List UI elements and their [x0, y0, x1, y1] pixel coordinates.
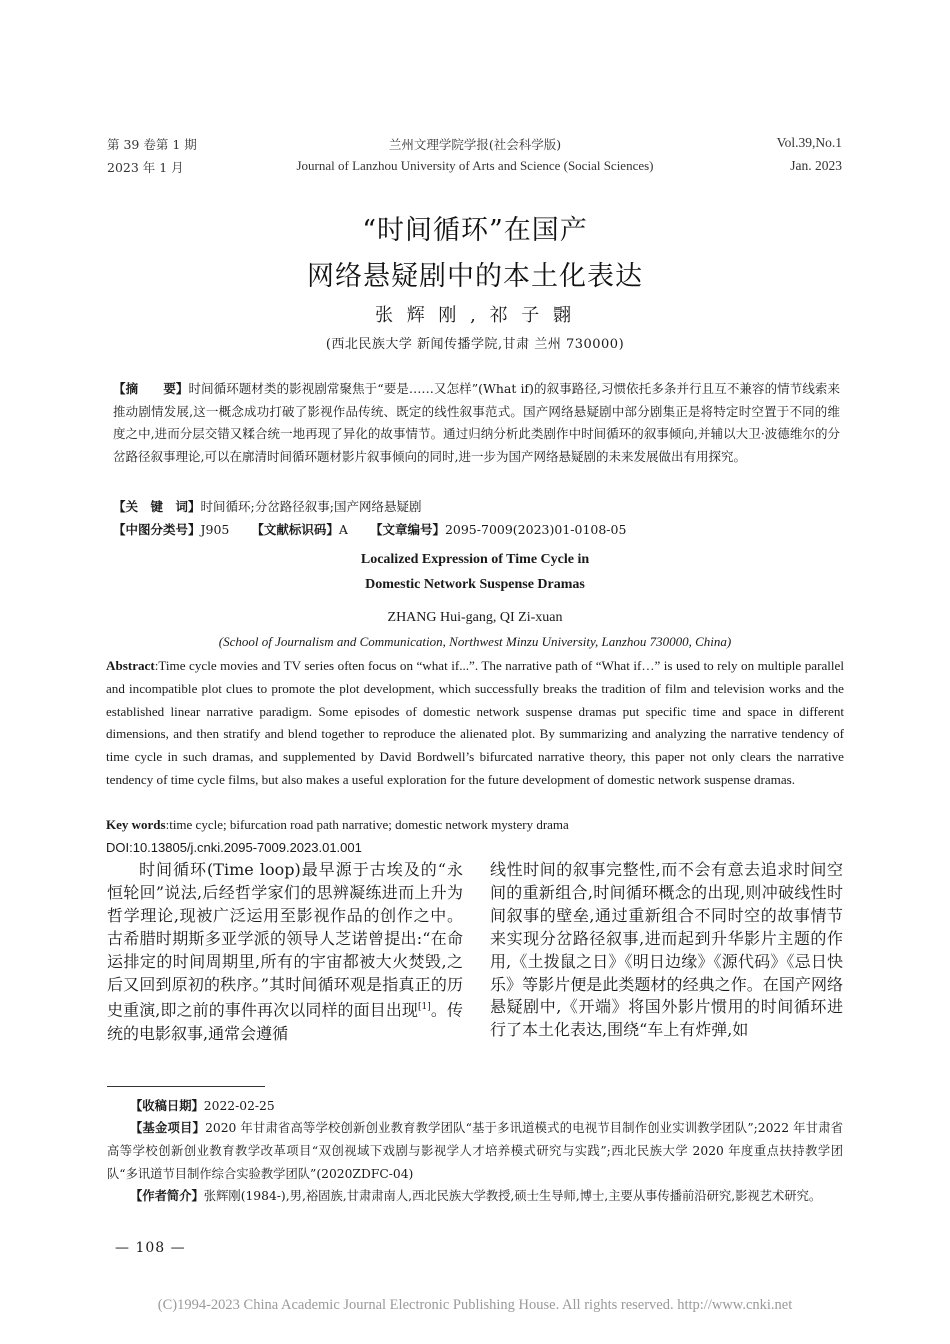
title-en-line-2: Domestic Network Suspense Dramas: [365, 577, 585, 592]
body-left-text: 时间循环(Time loop)最早源于古埃及的“永恒轮回”说法,后经哲学家们的思辨凝练进而上升为哲学理论,现被广泛运用至影视作品的创作之中。古希腊时期斯多亚学派的领导人芝诺曾提出:“在命运排定的时间周期里,所有的宇宙都被大火焚毁,之后又回到原初的秩序。”其时间循环观是指真正的历史重演,即之前的事件再次以同样的面目出现: [107, 860, 463, 1020]
page-number: — 108 —: [115, 1240, 186, 1256]
volume-en: Vol.39,No.1: [776, 135, 842, 150]
reference-marker[interactable]: [1]: [418, 1002, 431, 1013]
classification-line: [113, 520, 626, 538]
journal-name-cn: 兰州文理学院学报(社会科学版): [388, 137, 562, 152]
abstract-cn-text: 时间循环题材类的影视剧常聚焦于“要是……又怎样”(What if)的叙事路径,习惯依托多条并行且互不兼容的情节线索来推动剧情发展,这一概念成功打破了影视作品传统、既定的线性叙事范式。国产网络悬疑剧中部分剧集正是将特定时空置于不同的维度之中,进而分层交错又糅合统一地再现了异化的故事情节。通过归纳分析此类剧作中时间循环的叙事倾向,并辅以大卫·波德维尔的分岔路径叙事理论,可以在廓清时间循环题材影片叙事倾向的同时,进一步为国产网络悬疑剧的未来发展做出有用探究。: [113, 381, 840, 464]
keywords-cn-label: 【关 键 词】: [113, 499, 201, 514]
fund-text: 2020 年甘肃省高等学校创新创业教育教学团队“基于多讯道模式的电视节目制作创业实训教学团队”;2022 年甘肃省高等学校创新创业教育教学改革项目“双创视域下戏剧与影视学人才培养模式研究与实践”;西北民族大学 2020 年度重点扶持教学团队“多讯道节目制作综合实验教学团队”(2020ZDFC-04): [107, 1121, 843, 1181]
author-bio-label: 【作者简介】: [130, 1188, 204, 1203]
doc-code-value: A: [338, 522, 348, 537]
abstract-en: [106, 655, 844, 792]
keywords-en: [106, 817, 569, 833]
keywords-en-label: Key words: [106, 817, 166, 832]
copyright-footer: (C)1994-2023 China Academic Journal Electronic Publishing House. All rights reserved. http://www.cnki.net: [157, 1297, 793, 1313]
affiliation-en: (School of Journalism and Communication, Northwest Minzu University, Lanzhou 730000, China): [218, 634, 732, 649]
keywords-cn-text: 时间循环;分岔路径叙事;国产网络悬疑剧: [200, 499, 422, 514]
journal-name-en: Journal of Lanzhou University of Arts and Science (Social Sciences): [296, 158, 654, 173]
authors-cn: 张 辉 刚 , 祁 子 翾: [374, 305, 576, 326]
affiliation-cn: (西北民族大学 新闻传播学院,甘肃 兰州 730000): [325, 337, 625, 352]
clc-value: J905: [200, 522, 230, 537]
footnote-author: [107, 1185, 843, 1208]
received-label: 【收稿日期】: [130, 1098, 204, 1113]
received-date: 2022-02-25: [203, 1099, 275, 1113]
doi: DOI:10.13805/j.cnki.2095-7009.2023.01.001: [106, 840, 362, 855]
article-number-label: 【文章编号】: [369, 522, 445, 537]
authors-en: ZHANG Hui-gang, QI Zi-xuan: [387, 610, 563, 625]
abstract-en-label: Abstract: [106, 658, 155, 673]
footnote-rule: [107, 1086, 265, 1087]
body-left-end: 。传统的电影叙事,通常会遵循: [107, 1000, 463, 1043]
fund-label: 【基金项目】: [130, 1120, 206, 1135]
title-line-2: 网络悬疑剧中的本土化表达: [307, 261, 643, 292]
date-en: Jan. 2023: [790, 158, 842, 173]
date-cn: 2023 年 1 月: [107, 160, 184, 175]
title-en-line-1: Localized Expression of Time Cycle in: [360, 552, 590, 567]
abstract-en-text: :Time cycle movies and TV series often focus on “what if...”. The narrative path of “What if…” is used to rely on multiple parallel and incompatible plot clues to promote the plot development, which successfully breaks the tradition of film and television works and the established linear narrative paradigm. Some episodes of domestic network suspense dramas put specific time and space in different dimensions, and then stratify and blend together to reproduce the alienated plot. By summarizing and analyzing the narrative tendency of time cycle in such dramas, and supplemented by David Bordwell’s bifurcated narrative theory, this paper not only clears the narrative tendency of time cycle films, but also makes a useful exploration for the future development of domestic network suspense dramas.: [106, 658, 844, 787]
volume-cn: 第 39 卷第 1 期: [107, 137, 197, 152]
footnote-received: [130, 1095, 843, 1118]
keywords-cn: [113, 497, 421, 515]
abstract-cn-label: 【摘 要】: [113, 381, 189, 396]
article-number-value: 2095-7009(2023)01-0108-05: [444, 522, 627, 537]
clc-label: 【中图分类号】: [113, 522, 201, 537]
body-column-left: [107, 859, 463, 1046]
author-bio-text: 张辉刚(1984-),男,裕固族,甘肃肃南人,西北民族大学教授,硕士生导师,博士,主要从事传播前沿研究,影视艺术研究。: [203, 1189, 822, 1203]
doc-code-label: 【文献标识码】: [251, 522, 339, 537]
footnote-fund: [107, 1117, 843, 1185]
body-column-right: 线性时间的叙事完整性,而不会有意去追求时间空间的重新组合,时间循环概念的出现,则冲破线性时间叙事的壁垒,通过重新组合不同时空的故事情节来实现分岔路径叙事,进而起到升华影片主题的作用,《土拨鼠之日》《明日边缘》《源代码》《忌日快乐》等影片便是此类题材的经典之作。在国产网络悬疑剧中,《开端》将国外影片惯用的时间循环进行了本土化表达,围绕“车上有炸弹,如: [490, 860, 843, 1040]
title-line-1: “时间循环”在国产: [362, 215, 588, 246]
abstract-cn: [113, 378, 840, 468]
keywords-en-text: :time cycle; bifurcation road path narrative; domestic network mystery drama: [165, 817, 569, 832]
